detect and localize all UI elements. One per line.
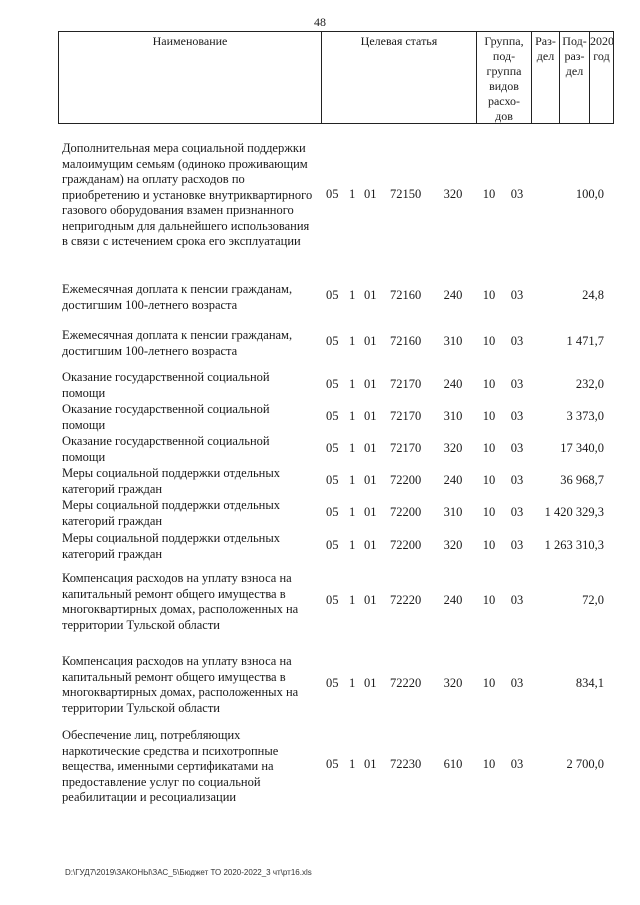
row-name [62,141,324,250]
target-code-subprogram: 1 [349,676,356,690]
page-number: 48 [314,15,326,29]
target-code-subprogram: 1 [349,505,356,519]
target-code-direction: 72220 [390,593,422,607]
target-code-main-event: 01 [364,187,377,201]
row-name-line: категорий граждан [62,513,163,528]
row-name [62,328,324,359]
target-code-main-event: 01 [364,538,377,552]
row-name-line: реабилитации и ресоциализации [62,790,237,804]
target-code-direction: 72170 [390,441,422,455]
cell-sum-2020: 1 263 310,3 [544,538,604,552]
row-name-line: достигшим 100-летнего возраста [62,297,238,312]
target-code-direction: 72160 [390,334,422,348]
row-name-line: Ежемесячная доплата к пенсии гражданам, [62,282,293,296]
cell-sum-2020: 100,0 [575,187,604,201]
cell-group: 320 [443,187,463,201]
cell-razdel: 10 [482,473,496,487]
row-name-line: капитальный ремонт общего имущества в [62,586,286,601]
target-code-subprogram: 1 [349,187,356,201]
cell-razdel: 10 [482,676,496,690]
cell-podrazdel: 03 [510,538,524,552]
row-name [62,531,324,562]
target-code-program: 05 [326,377,339,391]
cell-razdel: 10 [482,409,496,423]
target-code-program: 05 [326,593,339,607]
row-name-line: помощи [62,417,106,432]
row-name-line: приобретению и установке внутриквартирного [62,187,313,202]
row-name [62,282,324,313]
cell-group: 240 [443,288,463,302]
target-code-subprogram: 1 [349,441,356,455]
target-code-direction: 72200 [390,538,422,552]
target-code-main-event: 01 [364,757,377,771]
cell-sum-2020: 1 420 329,3 [544,505,604,519]
target-code-main-event: 01 [364,409,377,423]
target-code-subprogram: 1 [349,757,356,771]
row-name [62,402,324,433]
cell-razdel: 10 [482,505,496,519]
row-name-line: Обеспечение лиц, потребляющих [62,728,241,742]
cell-group: 240 [443,593,463,607]
target-code-program: 05 [326,187,339,201]
cell-razdel: 10 [482,334,496,348]
cell-sum-2020: 36 968,7 [560,473,604,487]
row-name-line: помощи [62,385,106,400]
target-code-main-event: 01 [364,334,377,348]
cell-podrazdel: 03 [510,676,524,690]
row-name-line: Дополнительная мера социальной поддержки [62,141,306,155]
row-name-line: малоимущим семьям (одиноко проживающим [62,156,308,171]
row-name-line: Меры социальной поддержки отдельных [62,498,280,512]
cell-podrazdel: 03 [510,187,524,201]
target-code-main-event: 01 [364,676,377,690]
target-code-subprogram: 1 [349,409,356,423]
target-code-direction: 72220 [390,676,422,690]
target-code-program: 05 [326,505,339,519]
target-code-program: 05 [326,676,339,690]
row-name-line: помощи [62,449,106,464]
cell-podrazdel: 03 [510,593,524,607]
cell-group: 310 [443,505,463,519]
target-code-direction: 72170 [390,377,422,391]
cell-podrazdel: 03 [510,473,524,487]
row-name-line: многоквартирных домах, расположенных на [62,685,299,699]
row-name [62,728,324,806]
target-code-direction: 72230 [390,757,422,771]
target-code-direction: 72200 [390,505,422,519]
row-name-line: Компенсация расходов на уплату взноса на [62,654,292,668]
target-code-subprogram: 1 [349,538,356,552]
cell-podrazdel: 03 [510,288,524,302]
row-name-line: категорий граждан [62,546,163,561]
cell-sum-2020: 3 373,0 [566,409,604,423]
cell-group: 320 [443,538,463,552]
target-code-program: 05 [326,288,339,302]
table-header [58,31,614,124]
cell-podrazdel: 03 [510,377,524,391]
cell-group: 310 [443,334,463,348]
cell-razdel: 10 [482,757,496,771]
cell-sum-2020: 2 700,0 [566,757,604,771]
cell-podrazdel: 03 [510,334,524,348]
row-name-line: Оказание государственной социальной [62,370,270,384]
target-code-direction: 72150 [390,187,422,201]
row-name-line: вещества, именными сертификатами на [62,759,274,773]
cell-sum-2020: 834,1 [575,676,604,690]
row-name-line: гражданам) на оплату расходов по [62,172,245,186]
row-name-line: категорий граждан [62,481,163,496]
row-name-line: предоставление услуг по социальной [62,774,261,789]
cell-razdel: 10 [482,441,496,455]
row-name [62,571,324,633]
cell-sum-2020: 232,0 [575,377,604,391]
row-name-line: Меры социальной поддержки отдельных [62,531,280,545]
target-code-subprogram: 1 [349,288,356,302]
row-name [62,498,324,529]
target-code-subprogram: 1 [349,334,356,348]
row-name-line: Компенсация расходов на уплату взноса на [62,571,292,585]
row-name-line: территории Тульской области [62,700,220,715]
cell-razdel: 10 [482,377,496,391]
target-code-subprogram: 1 [349,593,356,607]
row-name-line: непригодным для дальнейшего использования [62,218,310,233]
target-code-direction: 72200 [390,473,422,487]
target-code-program: 05 [326,409,339,423]
row-name-line: многоквартирных домах, расположенных на [62,602,299,616]
header-name: Наименование [152,34,228,48]
cell-razdel: 10 [482,187,496,201]
target-code-direction: 72160 [390,288,422,302]
target-code-program: 05 [326,334,339,348]
target-code-main-event: 01 [364,505,377,519]
cell-podrazdel: 03 [510,505,524,519]
target-code-main-event: 01 [364,441,377,455]
row-name-line: Оказание государственной социальной [62,434,270,448]
target-code-program: 05 [326,757,339,771]
row-name [62,466,324,497]
row-name-line: капитальный ремонт общего имущества в [62,669,286,684]
row-name-line: Оказание государственной социальной [62,402,270,416]
target-code-main-event: 01 [364,593,377,607]
cell-group: 320 [443,441,463,455]
cell-podrazdel: 03 [510,441,524,455]
file-path-footer: D:\ГУД7\2019\ЗАКОНЫ\ЗАС_5\Бюджет ТО 2020-2022_3 чт\рт16.xls [65,868,312,877]
cell-podrazdel: 03 [510,409,524,423]
cell-razdel: 10 [482,538,496,552]
row-name-line: территории Тульской области [62,617,220,632]
cell-group: 240 [443,473,463,487]
cell-sum-2020: 72,0 [582,593,604,607]
cell-sum-2020: 1 471,7 [566,334,604,348]
row-name [62,654,324,716]
target-code-program: 05 [326,538,339,552]
row-name-line: газового оборудования взамен признанного [62,203,294,217]
cell-razdel: 10 [482,288,496,302]
row-name-line: достигшим 100-летнего возраста [62,343,238,358]
cell-sum-2020: 17 340,0 [560,441,604,455]
target-code-subprogram: 1 [349,473,356,487]
cell-group: 320 [443,676,463,690]
target-code-program: 05 [326,473,339,487]
header-target-article: Целевая статья [321,32,476,123]
cell-group: 310 [443,409,463,423]
cell-razdel: 10 [482,593,496,607]
header-year: 2020 год [589,32,613,123]
target-code-main-event: 01 [364,377,377,391]
target-code-main-event: 01 [364,473,377,487]
row-name-line: наркотические средства и психотропные [62,743,279,758]
row-name [62,434,324,465]
row-name [62,370,324,401]
target-code-subprogram: 1 [349,377,356,391]
row-name-line: Меры социальной поддержки отдельных [62,466,280,480]
cell-sum-2020: 24,8 [582,288,604,302]
header-podrazdel: Под- раз- дел [559,32,589,123]
cell-group: 610 [443,757,463,771]
row-name-line: Ежемесячная доплата к пенсии гражданам, [62,328,293,342]
target-code-direction: 72170 [390,409,422,423]
header-group: Группа, под- группа видов расхо- дов [476,32,531,123]
target-code-main-event: 01 [364,288,377,302]
row-name-line: в связи с истечением срока его эксплуатации [62,234,301,248]
header-razdel: Раз- дел [531,32,559,123]
cell-group: 240 [443,377,463,391]
cell-podrazdel: 03 [510,757,524,771]
target-code-program: 05 [326,441,339,455]
